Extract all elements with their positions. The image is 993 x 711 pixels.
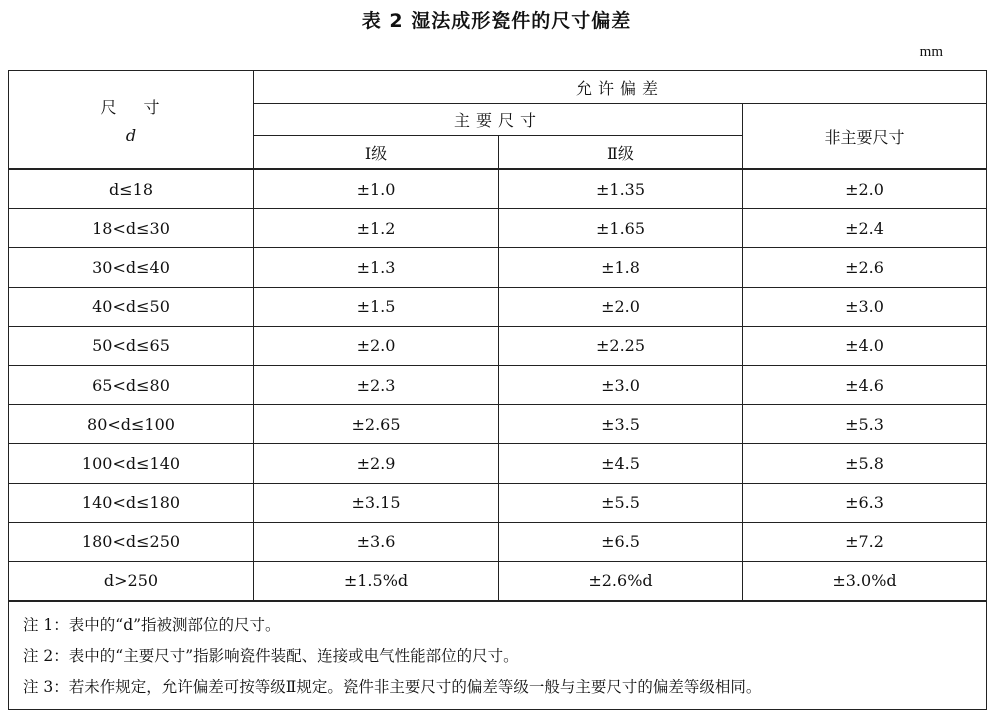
grade-2-header: Ⅱ级 [499,136,743,170]
allowed-deviation-header: 允许偏差 [254,71,987,104]
grade-1-cell: ±1.5 [254,287,499,326]
non-main-cell: ±3.0%d [743,561,987,601]
grade-1-cell: ±1.3 [254,248,499,287]
size-cell: d>250 [9,561,254,601]
grade-1-cell: ±1.2 [254,209,499,248]
grade-2-cell: ±3.5 [499,405,743,444]
table-row [9,209,987,248]
table-row [9,522,987,561]
size-header-label: 尺 寸 [100,97,162,117]
non-main-cell: ±5.8 [743,444,987,483]
grade-2-cell: ±1.35 [499,169,743,209]
deviation-table [8,70,987,710]
non-main-cell: ±2.4 [743,209,987,248]
non-main-cell: ±5.3 [743,405,987,444]
table-row [9,365,987,404]
non-main-cell: ±4.6 [743,365,987,404]
grade-2-cell: ±1.65 [499,209,743,248]
table-note: 注 1：表中的“d”指被测部位的尺寸。 [23,616,281,635]
table-title: 表 2 湿法成形瓷件的尺寸偏差 [361,10,632,32]
main-size-header: 主要尺寸 [254,104,743,136]
size-cell: d≤18 [9,169,254,209]
table-note: 注 3：若未作规定，允许偏差可按等级Ⅱ规定。瓷件非主要尺寸的偏差等级一般与主要尺寸的偏差等级相同。 [23,678,762,697]
grade-1-header: Ⅰ级 [254,136,499,170]
table-row [9,326,987,365]
notes-cell [9,601,987,710]
table-row [9,248,987,287]
notes-row [9,601,987,710]
size-cell: 50<d≤65 [9,326,254,365]
non-main-cell: ±6.3 [743,483,987,522]
grade-1-cell: ±2.0 [254,326,499,365]
non-main-cell: ±3.0 [743,287,987,326]
grade-1-cell: ±1.0 [254,169,499,209]
table-row [9,287,987,326]
size-cell: 65<d≤80 [9,365,254,404]
size-header-variable: d [125,125,137,145]
unit-label: mm [919,44,943,60]
grade-2-cell: ±2.6%d [499,561,743,601]
grade-2-cell: ±2.25 [499,326,743,365]
size-cell: 180<d≤250 [9,522,254,561]
header-row-1 [9,71,987,104]
size-header-cell [9,71,254,170]
non-main-cell: ±4.0 [743,326,987,365]
table-row [9,561,987,601]
table-row [9,169,987,209]
table-row [9,444,987,483]
grade-1-cell: ±3.15 [254,483,499,522]
table-note: 注 2：表中的“主要尺寸”指影响瓷件装配、连接或电气性能部位的尺寸。 [23,647,519,666]
grade-2-cell: ±2.0 [499,287,743,326]
non-main-cell: ±2.0 [743,169,987,209]
non-main-cell: ±2.6 [743,248,987,287]
non-main-cell: ±7.2 [743,522,987,561]
grade-2-cell: ±5.5 [499,483,743,522]
size-cell: 100<d≤140 [9,444,254,483]
size-cell: 140<d≤180 [9,483,254,522]
size-cell: 30<d≤40 [9,248,254,287]
grade-1-cell: ±3.6 [254,522,499,561]
grade-2-cell: ±1.8 [499,248,743,287]
grade-1-cell: ±2.65 [254,405,499,444]
grade-1-cell: ±2.9 [254,444,499,483]
size-cell: 40<d≤50 [9,287,254,326]
table-row [9,405,987,444]
size-cell: 80<d≤100 [9,405,254,444]
grade-2-cell: ±4.5 [499,444,743,483]
grade-2-cell: ±3.0 [499,365,743,404]
grade-1-cell: ±1.5%d [254,561,499,601]
table-row [9,483,987,522]
grade-2-cell: ±6.5 [499,522,743,561]
grade-1-cell: ±2.3 [254,365,499,404]
non-main-size-header: 非主要尺寸 [743,104,987,170]
size-cell: 18<d≤30 [9,209,254,248]
